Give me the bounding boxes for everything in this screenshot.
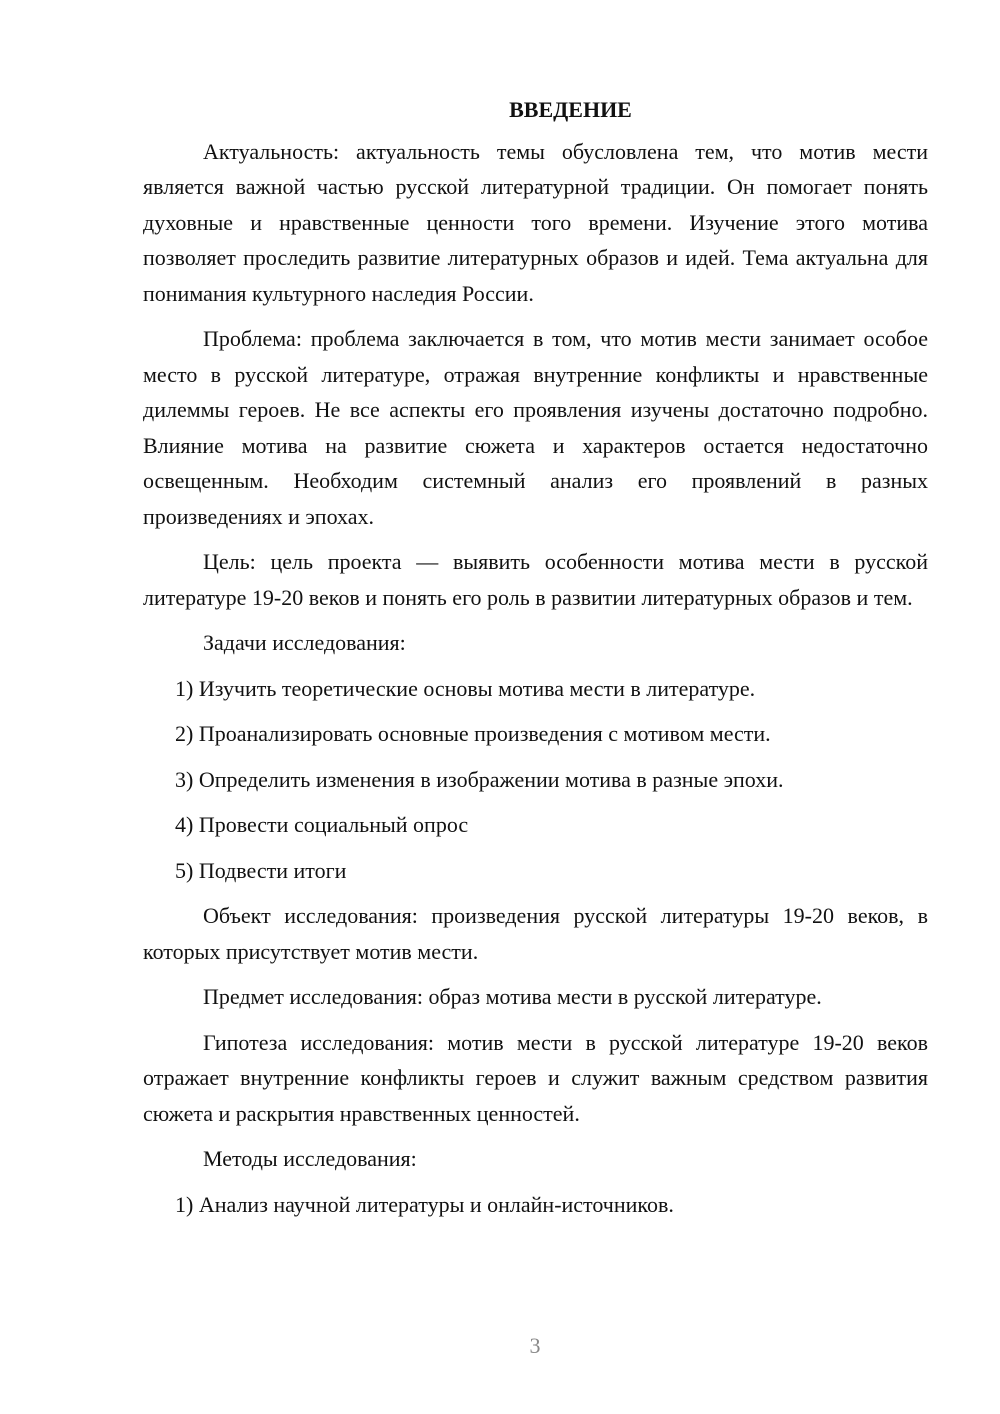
method-item: 1) Анализ научной литературы и онлайн-источников.	[175, 1191, 674, 1217]
problem-paragraph: Проблема: проблема заключается в том, что мотив мести занимает особое место в русской литературе, отражая внутренние конфликты и нравственные дилеммы героев. Не все аспекты его проявления изучены достаточно подробно. Влияние мотива на развитие сюжета и характеров остается недостаточно освещенным. Необходим системный анализ его проявлений в разных произведениях и эпохах.	[143, 326, 928, 529]
methods-title: Методы исследования:	[203, 1146, 417, 1171]
task-item: 4) Провести социальный опрос	[175, 812, 469, 837]
page-number: 3	[529, 1333, 541, 1358]
goal-paragraph: Цель: цель проекта — выявить особенности мотива мести в русской литературе 19-20 веков и понять его роль в развитии литературных образов и тем.	[143, 549, 928, 610]
hypothesis-paragraph: Гипотеза исследования: мотив мести в русской литературе 19-20 веков отражает внутренние конфликты героев и служит важным средством развития сюжета и раскрытия нравственных ценностей.	[143, 1029, 928, 1126]
task-item: 3) Определить изменения в изображении мотива в разные эпохи.	[175, 766, 784, 792]
document-body	[143, 92, 928, 1232]
subject-paragraph: Предмет исследования: образ мотива мести в русской литературе.	[203, 984, 822, 1009]
tasks-title: Задачи исследования:	[203, 630, 406, 655]
object-paragraph: Объект исследования: произведения русской литературы 19-20 веков, в которых присутствует мотив мести.	[143, 903, 928, 964]
task-item: 1) Изучить теоретические основы мотива мести в литературе.	[175, 675, 756, 701]
task-item: 2) Проанализировать основные произведения с мотивом мести.	[175, 721, 771, 746]
section-heading: ВВЕДЕНИЕ	[509, 97, 632, 122]
relevance-paragraph: Актуальность: актуальность темы обусловлена тем, что мотив мести является важной частью русской литературной традиции. Он помогает понять духовные и нравственные ценности того времени. Изучение этого мотива позволяет проследить развитие литературных образов и идей. Тема актуальна для понимания культурного наследия России.	[143, 138, 928, 306]
task-item: 5) Подвести итоги	[175, 857, 347, 883]
